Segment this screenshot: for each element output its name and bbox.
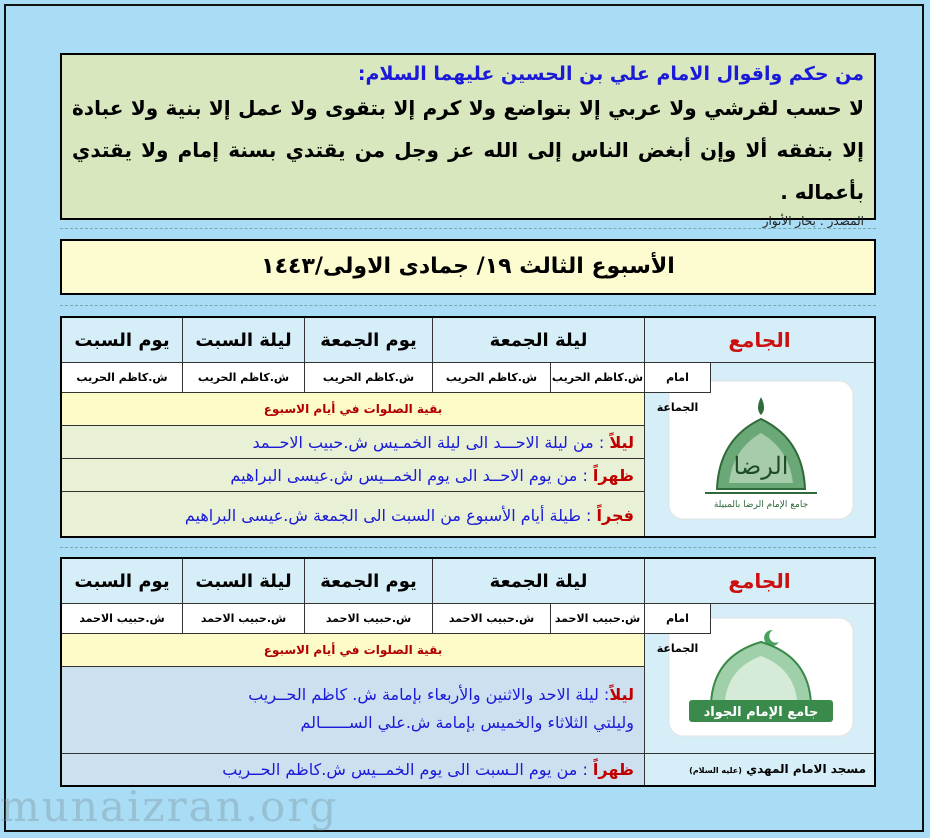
prayer-text-noon: : من يوم الاحــد الى يوم الخمــيس ش.عيسى البراهيم bbox=[230, 466, 588, 485]
prayer-label-noon: ظهراً bbox=[592, 466, 634, 485]
imam-friday-night-2: ش.حبيب الاحمد bbox=[433, 604, 551, 634]
prayer-text-night-1: : ليلة الاحد والاثنين والأربعاء بإمامة ش. كاظم الحــريب bbox=[248, 685, 610, 704]
imam-friday-day: ش.حبيب الاحمد bbox=[305, 604, 433, 634]
divider bbox=[60, 305, 876, 306]
divider bbox=[60, 547, 876, 548]
mosque-name-cell bbox=[645, 754, 874, 785]
prayer-row-noon bbox=[62, 459, 645, 492]
header-friday-day: يوم الجمعة bbox=[305, 318, 433, 363]
header-saturday-night: ليلة السبت bbox=[183, 559, 305, 604]
imam-friday-night: ش.كاظم الحريب bbox=[551, 363, 645, 393]
prayer-row-night bbox=[62, 667, 645, 754]
prayer-row-noon bbox=[62, 754, 645, 785]
week-title: الأسبوع الثالث ١٩/ جمادى الاولى/١٤٤٣ bbox=[60, 239, 876, 295]
imam-saturday-day: ش.حبيب الاحمد bbox=[62, 604, 183, 634]
schedule-section-2 bbox=[60, 557, 876, 787]
prayer-row-night bbox=[62, 426, 645, 459]
header-saturday-day: يوم السبت bbox=[62, 559, 183, 604]
prayer-text-dawn: : طيلة أيام الأسبوع من السبت الى الجمعة ش.عيسى البراهيم bbox=[184, 506, 592, 525]
prayer-text-noon: : من يوم الـسبت الى يوم الخمــيس ش.كاظم الحــريب bbox=[222, 760, 588, 779]
divider bbox=[60, 228, 876, 229]
imam-saturday-night: ش.كاظم الحريب bbox=[183, 363, 305, 393]
prayer-row-dawn bbox=[62, 492, 645, 536]
rest-prayers-title: بقية الصلوات في أيام الاسبوع bbox=[62, 634, 645, 667]
prayer-text-night: : من ليلة الاحـــد الى ليلة الخمـيس ش.حبيب الاحــمد bbox=[252, 433, 605, 452]
logo-caption: جامع الإمام الجواد bbox=[703, 705, 819, 720]
quote-box bbox=[60, 53, 876, 228]
header-friday-night: ليلة الجمعة bbox=[433, 559, 645, 604]
header-friday-day: يوم الجمعة bbox=[305, 559, 433, 604]
imam-saturday-day: ش.كاظم الحريب bbox=[62, 363, 183, 393]
imam-label: امام الجماعة bbox=[645, 363, 711, 393]
schedule-section-1 bbox=[60, 316, 876, 538]
quote-title: من حكم واقوال الامام علي بن الحسين عليهما السلام: bbox=[357, 63, 864, 85]
rest-prayers-title: بقية الصلوات في أيام الاسبوع bbox=[62, 393, 645, 426]
prayer-label-night: ليلاً bbox=[609, 433, 634, 452]
imam-friday-day: ش.كاظم الحريب bbox=[305, 363, 433, 393]
quote-source: المصدر : بحار الأنوار bbox=[762, 214, 864, 228]
imam-saturday-night: ش.حبيب الاحمد bbox=[183, 604, 305, 634]
imam-label: امام الجماعة bbox=[645, 604, 711, 634]
prayer-label-night: ليلاً bbox=[609, 685, 634, 704]
prayer-label-dawn: فجراً bbox=[596, 506, 634, 525]
imam-friday-night: ش.حبيب الاحمد bbox=[551, 604, 645, 634]
header-saturday-night: ليلة السبت bbox=[183, 318, 305, 363]
jami-label: الجامع bbox=[645, 559, 874, 604]
header-saturday-day: يوم السبت bbox=[62, 318, 183, 363]
svg-text:الرضا: الرضا bbox=[733, 452, 789, 480]
prayer-label-noon: ظهراً bbox=[592, 760, 634, 779]
watermark: munaizran.org bbox=[0, 782, 339, 831]
mosque-suffix: (عليه السلام) bbox=[689, 766, 742, 775]
header-friday-night: ليلة الجمعة bbox=[433, 318, 645, 363]
imam-friday-night-2: ش.كاظم الحريب bbox=[433, 363, 551, 393]
jami-label: الجامع bbox=[645, 318, 874, 363]
logo-caption: جامع الإمام الرضا بالمبيلة bbox=[713, 500, 809, 510]
quote-body: لا حسب لقرشي ولا عربي إلا بتواضع ولا كرم إلا بتقوى ولا عمل إلا بنية ولا عبادة إلا بتفقه ألا وإن أبغض الناس إلى الله عز وجل من يقتدي بسنة إمام ولا يقتدي بأعماله . bbox=[72, 96, 864, 204]
prayer-text-night-2: وليلتي الثلاثاء والخميس بإمامة ش.علي الســــــالم bbox=[300, 713, 634, 732]
mosque-name: مسجد الامام المهدي bbox=[746, 762, 866, 776]
